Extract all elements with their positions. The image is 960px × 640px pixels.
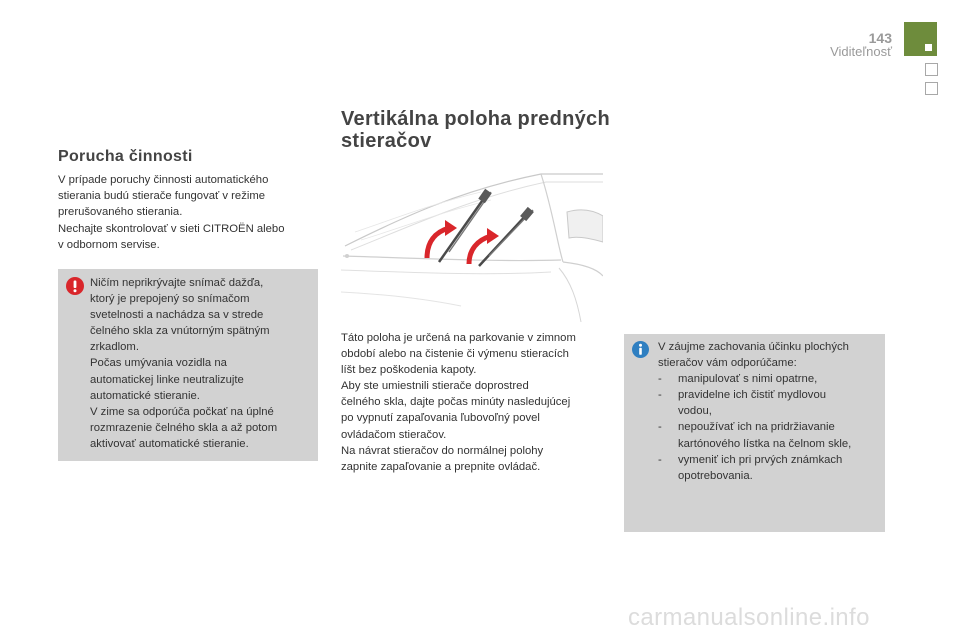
info-intro-line: stieračov vám odporúčame:: [658, 357, 797, 370]
page-number: 143: [868, 30, 892, 46]
warning-line: čelného skla za vnútorným spätným: [90, 325, 270, 338]
bullet-line: opotrebovania.: [678, 469, 753, 482]
text-line: stierania budú stierače fungovať v režime: [58, 190, 266, 203]
text-line: Aby ste umiestnili stierače doprostred: [341, 380, 529, 393]
text-line: Táto poloha je určená na parkovanie v zimnom: [341, 332, 576, 344]
bullet-line: manipulovať s nimi opatrne,: [678, 373, 818, 386]
chapter-tab-empty-2: [925, 82, 938, 95]
text-line: čelného skla, dajte počas minúty nasledujúcej: [341, 396, 571, 409]
bullet-dash: -: [658, 421, 662, 434]
info-bullet: [658, 419, 882, 451]
warning-box: [58, 269, 318, 461]
warning-line: automatickej linke neutralizujte: [90, 373, 244, 386]
bullet-line: kartónového lístka na čelnom skle,: [678, 437, 852, 450]
text-line: prerušovaného stierania.: [58, 206, 183, 219]
info-icon: [632, 341, 649, 358]
bullet-dash: -: [658, 389, 662, 402]
warning-line: zrkadlom.: [90, 341, 139, 354]
text-line: období alebo na čistenie či výmenu stieracích: [341, 348, 569, 361]
bullet-line: pravidelne ich čistiť mydlovou: [678, 389, 827, 402]
bullet-dash: -: [658, 373, 662, 386]
heading-line: stieračov: [341, 130, 432, 152]
text-line: zapnite zapaľovanie a prepnite ovládač.: [341, 460, 541, 473]
warning-line: svetelnosti a nachádza sa v strede: [90, 309, 264, 322]
warning-line: Počas umývania vozidla na: [90, 357, 227, 370]
bullet-line: nepoužívať ich na pridržiavanie: [678, 421, 835, 434]
warning-line: aktivovať automatické stieranie.: [90, 437, 249, 450]
warning-line: ktorý je prepojený so snímačom: [90, 293, 250, 306]
info-box: [624, 334, 885, 532]
watermark[interactable]: carmanualsonline.info: [628, 604, 870, 631]
warning-line: automatické stieranie.: [90, 389, 200, 402]
text-line: Nechajte skontrolovať v sieti CITROËN alebo: [58, 222, 285, 235]
tab-marker-icon: [925, 44, 932, 51]
malfunction-paragraph: [58, 172, 316, 253]
text-line: v odbornom servise.: [58, 238, 160, 251]
text-line: po vypnutí zapaľovania ľubovoľný povel: [341, 412, 540, 425]
warning-icon: [66, 277, 84, 295]
text-line: V prípade poruchy činnosti automatického: [58, 174, 269, 186]
heading-malfunction: Porucha činnosti: [58, 148, 193, 165]
chapter-tab-active: [904, 22, 937, 56]
text-line: líšt bez poškodenia kapoty.: [341, 364, 477, 377]
section-title: Viditeľnosť: [830, 44, 892, 59]
wiper-illustration: [341, 172, 603, 322]
info-intro-line: V záujme zachovania účinku plochých: [658, 341, 849, 353]
chapter-tab-empty-1: [925, 63, 938, 76]
info-bullet: [658, 387, 882, 419]
info-bullet: [658, 452, 882, 484]
warning-line: V zime sa odporúča počkať na úplné: [90, 405, 274, 418]
heading-line: Vertikálna poloha predných: [341, 108, 610, 130]
warning-line: rozmrazenie čelného skla a až potom: [90, 421, 278, 434]
warning-line: Ničím neprikrývajte snímač dažďa,: [90, 277, 264, 289]
bullet-line: vymeniť ich pri prvých známkach: [678, 453, 843, 466]
text-line: ovládačom stieračov.: [341, 428, 447, 441]
bullet-dash: -: [658, 453, 662, 466]
text-line: Na návrat stieračov do normálnej polohy: [341, 444, 544, 457]
bullet-line: vodou,: [678, 405, 712, 418]
info-bullet: [658, 371, 882, 387]
vertical-position-paragraph: [341, 330, 603, 475]
heading-vertical-position: [341, 108, 611, 152]
